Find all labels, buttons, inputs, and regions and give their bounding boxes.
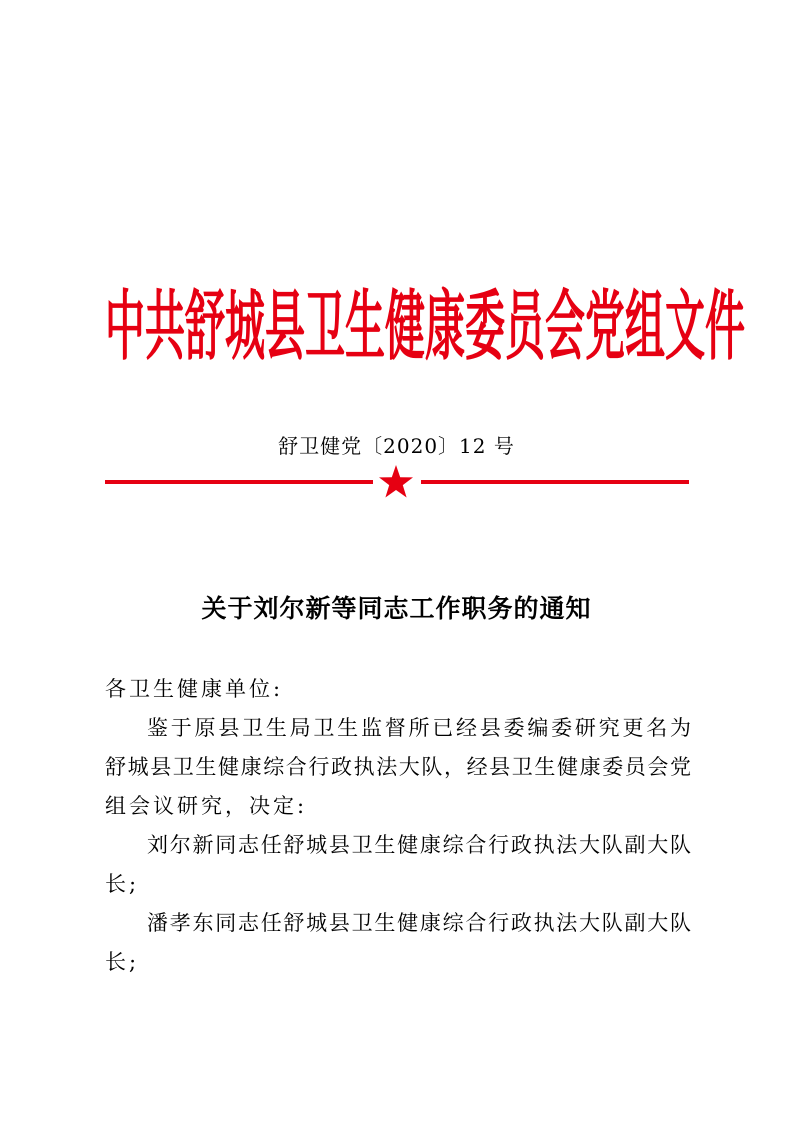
paragraph-2-line-2: 长; <box>105 872 140 896</box>
red-rule-right <box>421 480 689 484</box>
paragraph-2-line-1: 刘尔新同志任舒城县卫生健康综合行政执法大队副大队 <box>147 833 691 857</box>
document-number: 舒卫健党〔2020〕12 号 <box>278 434 515 458</box>
paragraph-1-line-3: 组会议研究，决定: <box>105 794 308 818</box>
paragraph-3-line-1: 潘孝东同志任舒城县卫生健康综合行政执法大队副大队 <box>147 911 691 935</box>
red-star-icon <box>378 464 414 500</box>
red-rule-left <box>105 480 373 484</box>
paragraph-3-line-2: 长; <box>105 950 140 974</box>
paragraph-1-line-2: 舒城县卫生健康综合行政执法大队，经县卫生健康委员会党 <box>105 755 691 779</box>
paragraph-1-line-1: 鉴于原县卫生局卫生监督所已经县委编委研究更名为 <box>147 716 691 740</box>
document-header-title: 中共舒城县卫生健康委员会党组文件 <box>105 282 745 372</box>
salutation: 各卫生健康单位: <box>105 677 284 701</box>
document-body <box>105 670 691 982</box>
notice-title: 关于刘尔新等同志工作职务的通知 <box>201 594 592 623</box>
